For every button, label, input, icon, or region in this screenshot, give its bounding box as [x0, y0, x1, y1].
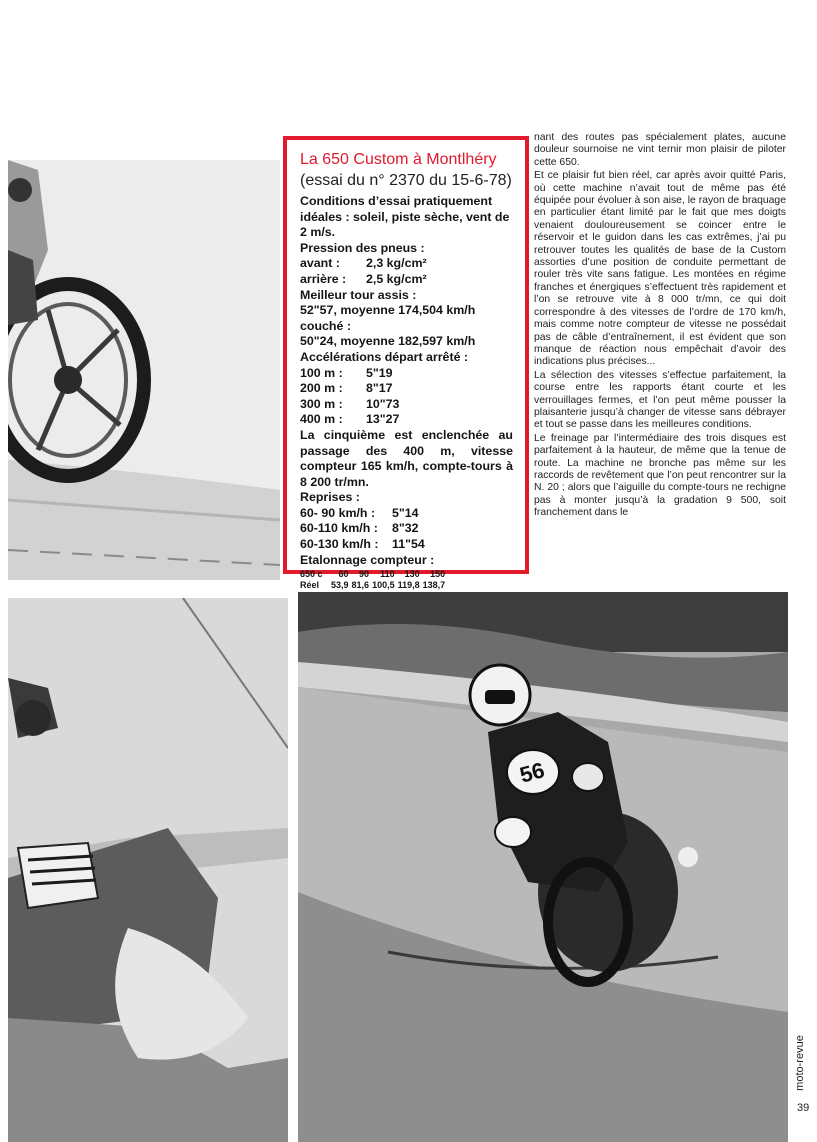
acceleration-row	[300, 412, 513, 428]
article-paragraph: nant des routes pas spécialement plates, aucune douleur sournoise ne vint ternir mon plaisir de piloter cette 650.	[534, 132, 786, 168]
tire-pressure-value: 2,5 kg/cm²	[366, 271, 427, 286]
acceleration-label: 100 m :	[300, 365, 343, 380]
reprise-value: 5"14	[392, 505, 419, 520]
article-paragraph: Et ce plaisir fut bien réel, car après avoir quitté Paris, où cette machine n’avait tout de même pas été équipée pour évoluer à son aise, le rayon de braquage en particulier étant limité par le fait que mes doigts venaient douloureusement se coincer entre le réservoir et le guidon dans les cas extrêmes, j’ai pu retrouver toutes les qualités de base de la Custom assorties d’une position de conduite permettant de rouler très vite sans fatigue. Les montées en régime franches et énergiques s’effectuent très rapidement et l’on se retrouve vite à 8 000 tr/mn, ce qui doit correspondre à des vitesses de l’ordre de 170 km/h, mais comme notre compteur de vitesse ne possédait pas de câble d’entraînement, il est évident que son manque de réaction nous empêchait d’avoir des indications plus précises...	[534, 170, 786, 368]
best-lap-lying: 50"24, moyenne 182,597 km/h	[300, 334, 476, 349]
calibration-cell: 110	[380, 569, 395, 580]
calibration-table	[300, 569, 448, 591]
fifth-gear-note: La cinquième est enclenchée au passage des 400 m, vitesse compteur 165 km/h, compte-tours à 8 200 tr/mn.	[300, 427, 513, 489]
article-paragraph: La sélection des vitesses s’effectue parfaitement, la course entre les rapports étant courte et les verrouillages fermes, et l’on peut même pousser la plaisanterie jusqu’à changer de vitesse sans débrayer et tout se passe dans les meilleures conditions.	[534, 369, 786, 431]
calibration-row-label: Réel	[300, 580, 320, 591]
photo-motorcycle-wheel	[8, 160, 280, 580]
acceleration-value: 10"73	[366, 396, 400, 411]
acceleration-row	[300, 381, 513, 397]
article-column	[534, 132, 786, 521]
calibration-cell: 53,9	[331, 580, 349, 591]
reprise-label: 60-110 km/h :	[300, 521, 378, 536]
reprise-label: 60-130 km/h :	[300, 537, 379, 552]
test-conditions: Conditions d’essai pratiquement idéales : soleil, piste sèche, vent de 2 m/s.	[300, 194, 510, 240]
acceleration-value: 13"27	[366, 412, 400, 427]
calibration-cell: 60	[338, 569, 349, 580]
calibration-cell: 130	[404, 569, 420, 580]
calibration-row-label: 650 c	[300, 569, 323, 580]
tire-pressure-heading: Pression des pneus :	[300, 240, 425, 255]
calibration-cell: 81,6	[351, 580, 370, 591]
calibration-row-real	[300, 580, 448, 591]
reprise-label: 60- 90 km/h :	[300, 505, 376, 520]
reprise-row	[300, 537, 513, 553]
calibration-heading: Etalonnage compteur :	[300, 552, 435, 567]
article-paragraph: Le freinage par l’intermédiaire des trois disques est parfaitement à la hauteur, de même que la tenue de route. La machine ne bronche pas même sur les raccords de revêtement que l’on peut rencontrer sur la N. 20 ; alors que l’aiguille du compte-tours ne rechigne pas à monter jusqu’à la gradation 9 500, soit franchement dans le	[534, 432, 786, 519]
reprise-value: 8"32	[392, 521, 419, 536]
acceleration-label: 400 m :	[300, 412, 343, 427]
lying-heading: couché :	[300, 318, 351, 333]
acceleration-label: 200 m :	[300, 381, 343, 396]
calibration-cell: 119,8	[397, 580, 420, 591]
photo-rider-cornering	[298, 592, 788, 1142]
tire-pressure-label: avant :	[300, 256, 340, 271]
magazine-name	[793, 1030, 815, 1100]
reprises-heading: Reprises :	[300, 490, 360, 505]
tire-pressure-row	[300, 272, 513, 288]
spec-subtitle: (essai du n° 2370 du 15-6-78)	[300, 172, 512, 189]
acceleration-row	[300, 397, 513, 413]
calibration-cell: 150	[430, 569, 446, 580]
calibration-row-indicated	[300, 569, 448, 580]
tire-pressure-label: arrière :	[300, 271, 347, 286]
spec-box	[283, 136, 529, 591]
race-number: 56	[517, 757, 548, 788]
calibration-cell: 90	[359, 569, 370, 580]
reprise-value: 11"54	[392, 537, 425, 552]
acceleration-value: 5"19	[366, 365, 393, 380]
acceleration-heading: Accélérations départ arrêté :	[300, 349, 469, 364]
best-lap-heading: Meilleur tour assis :	[300, 287, 417, 302]
reprise-row	[300, 521, 513, 537]
acceleration-row	[300, 366, 513, 382]
calibration-cell: 138,7	[422, 580, 446, 591]
best-lap-seated: 52"57, moyenne 174,504 km/h	[300, 303, 476, 318]
magazine-name-text: moto-revue	[793, 1035, 806, 1091]
spec-title: La 650 Custom à Montlhéry	[300, 151, 497, 168]
tire-pressure-value: 2,3 kg/cm²	[366, 256, 427, 271]
page-number: 39	[797, 1102, 810, 1114]
photo-engine-detail	[8, 598, 288, 1142]
acceleration-label: 300 m :	[300, 396, 343, 411]
tire-pressure-row	[300, 256, 513, 272]
acceleration-value: 8"17	[366, 381, 393, 396]
reprise-row	[300, 506, 513, 522]
calibration-cell: 100,5	[372, 580, 395, 591]
